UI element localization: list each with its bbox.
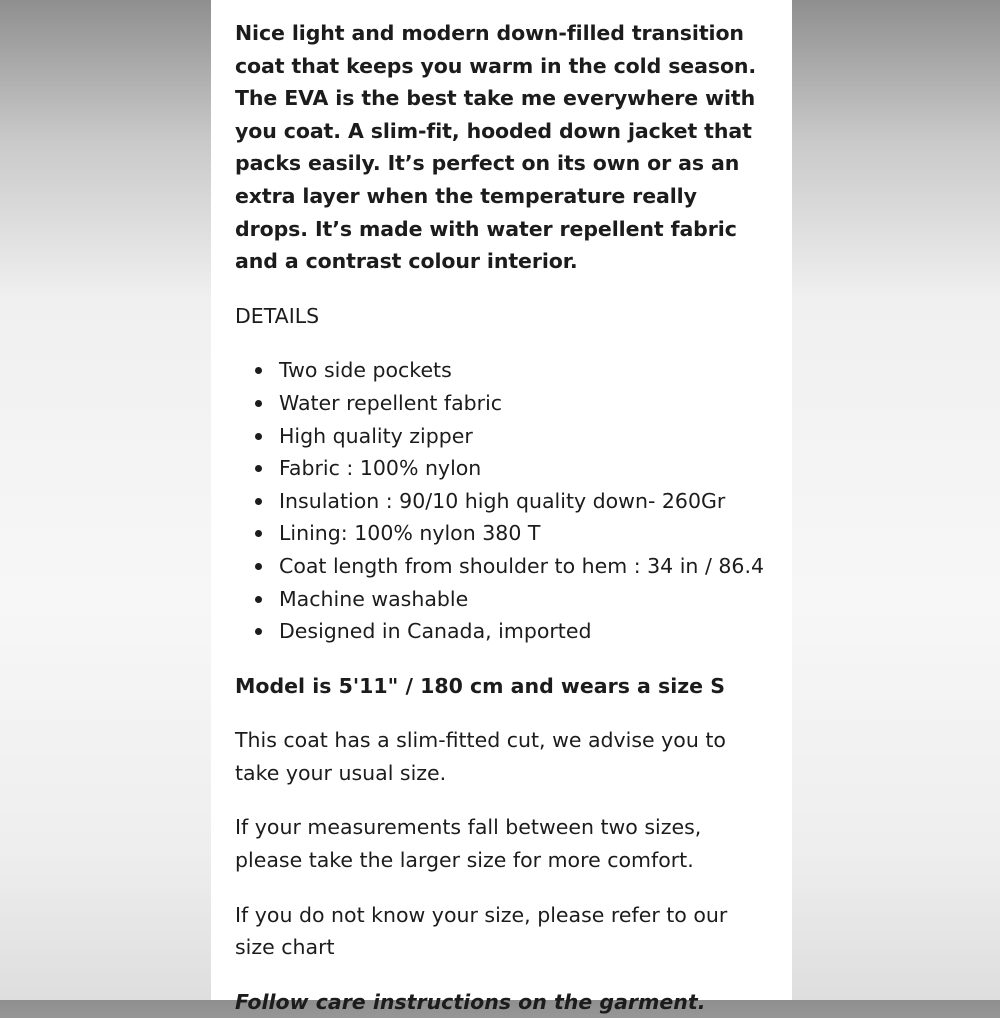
list-item — [235, 420, 772, 453]
list-item — [235, 452, 772, 485]
bullet-icon — [255, 400, 262, 407]
list-item-text: Designed in Canada, imported — [279, 619, 592, 644]
product-intro-text: Nice light and modern down-filled transition coat that keeps you warm in the cold season. The EVA is the best take me everywhere with you coat. A slim-fit, hooded down jacket that packs easily. It’s perfect on its own or as an extra layer when the temperature really drops. It’s made with water repellent fabric and a contrast colour interior. — [235, 21, 757, 274]
list-item — [235, 615, 772, 648]
size-chart-note: If you do not know your size, please refer to our size chart — [235, 902, 728, 960]
bullet-icon — [255, 465, 262, 472]
list-item — [235, 485, 772, 518]
between-sizes-text: If your measurements fall between two sizes, please take the larger size for more comfort. — [235, 815, 702, 873]
bullet-icon — [255, 433, 262, 440]
list-item — [235, 354, 772, 387]
list-item-text: Coat length from shoulder to hem : 34 in / 86.4 — [279, 553, 765, 578]
list-item — [235, 583, 772, 616]
list-item-text: Fabric : 100% nylon — [279, 456, 482, 481]
product-description-card — [211, 0, 792, 1014]
list-item-text: Lining: 100% nylon 380 T — [279, 521, 541, 546]
model-size-info: Model is 5'11" / 180 cm and wears a size S — [235, 673, 725, 698]
bullet-icon — [255, 563, 262, 570]
details-heading: DETAILS — [235, 303, 320, 328]
care-instructions: Follow care instructions on the garment. — [235, 989, 706, 1014]
list-item-text: High quality zipper — [279, 423, 473, 448]
list-item-text: Water repellent fabric — [279, 390, 503, 415]
fit-advice-text: This coat has a slim-fitted cut, we advise you to take your usual size. — [235, 728, 726, 785]
bullet-icon — [255, 498, 262, 505]
list-item-text: Two side pockets — [279, 358, 452, 383]
bullet-icon — [255, 530, 262, 537]
list-item — [235, 387, 772, 420]
list-item-text: Insulation : 90/10 high quality down- 260Gr — [279, 488, 726, 513]
list-item — [235, 517, 772, 550]
details-list — [235, 354, 772, 647]
bullet-icon — [255, 367, 262, 374]
list-item — [235, 550, 772, 583]
list-item-text: Machine washable — [279, 586, 469, 611]
bullet-icon — [255, 628, 262, 635]
bullet-icon — [255, 596, 262, 603]
